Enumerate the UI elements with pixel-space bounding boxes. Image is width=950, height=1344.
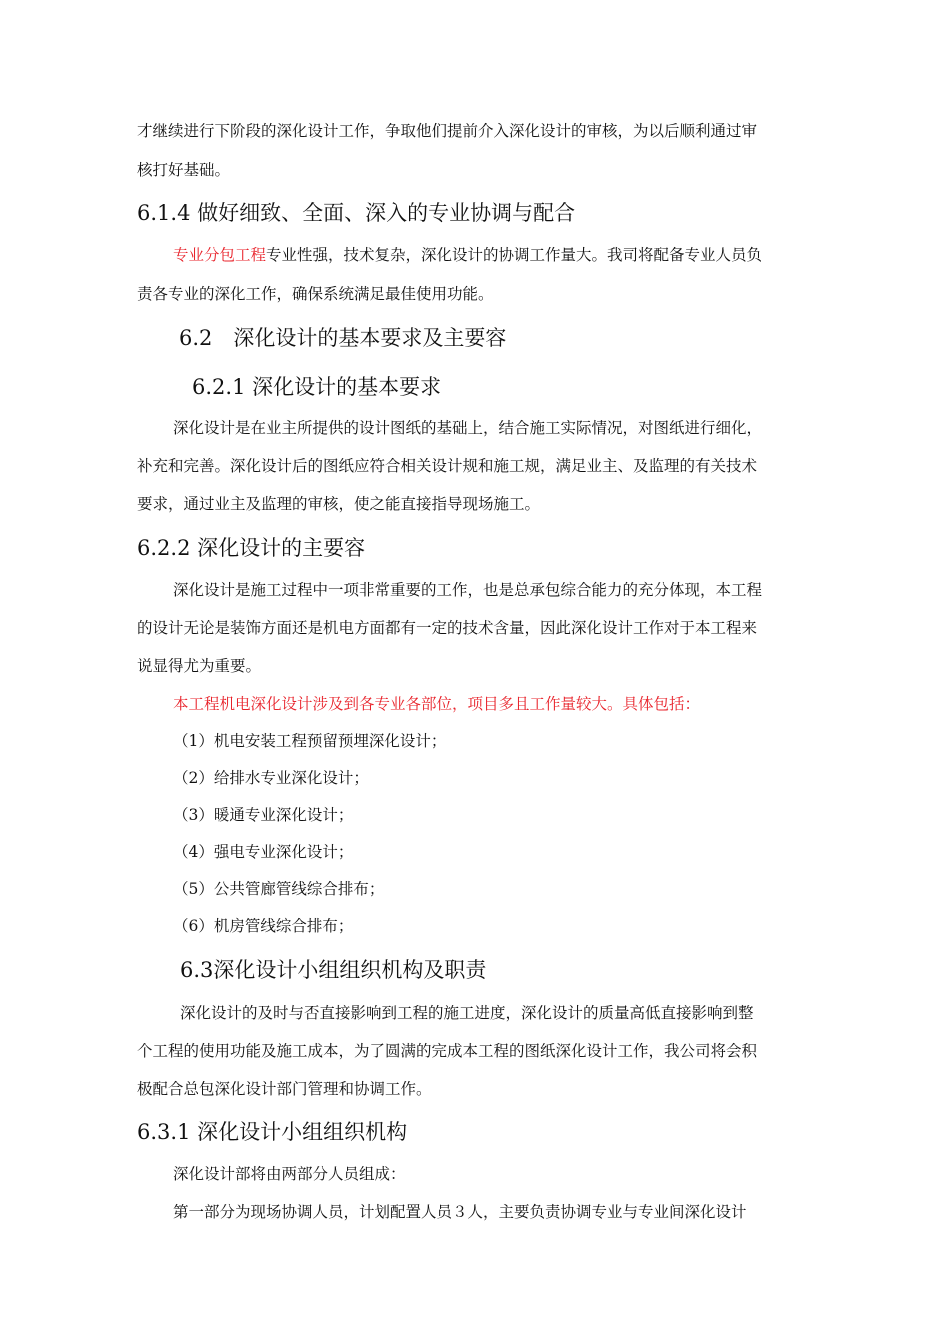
list-item: （6）机房管线综合排布； xyxy=(173,917,354,935)
heading-6-2-1: 6.2.1 深化设计的基本要求 xyxy=(192,375,442,399)
intro-line-2: 核打好基础。 xyxy=(137,161,231,179)
para-6-1-4-line-2: 责各专业的深化工作，确保系统满足最佳使用功能。 xyxy=(137,285,494,303)
para-6-1-4-line-1 xyxy=(173,245,762,265)
list-item: （2）给排水专业深化设计； xyxy=(173,769,369,787)
para-6-3-1-line-2: 第一部分为现场协调人员，计划配置人员３人，主要负责协调专业与专业间深化设计 xyxy=(173,1203,747,1221)
para-6-2-2-line-3: 说显得尤为重要。 xyxy=(137,657,262,675)
para-text: 专业性强，技术复杂，深化设计的协调工作量大。我司将配备专业人员负 xyxy=(266,246,763,264)
heading-6-2: 6.2 深化设计的基本要求及主要容 xyxy=(179,326,507,350)
heading-6-1-4: 6.1.4 做好细致、全面、深入的专业协调与配合 xyxy=(137,201,576,225)
para-6-2-2-line-2: 的设计无论是装饰方面还是机电方面都有一定的技术含量，因此深化设计工作对于本工程来 xyxy=(137,619,758,637)
heading-6-3: 6.3深化设计小组组织机构及职责 xyxy=(180,958,487,982)
para-6-2-1-line-3: 要求，通过业主及监理的审核，使之能直接指导现场施工。 xyxy=(137,495,541,513)
para-6-3-1-line-1: 深化设计部将由两部分人员组成： xyxy=(173,1165,406,1183)
para-6-2-1-line-1: 深化设计是在业主所提供的设计图纸的基础上，结合施工实际情况，对图纸进行细化， xyxy=(173,419,763,437)
intro-line-1: 才继续进行下阶段的深化设计工作，争取他们提前介入深化设计的审核，为以后顺利通过审 xyxy=(137,122,758,140)
para-6-2-1-line-2: 补充和完善。深化设计后的图纸应符合相关设计规和施工规，满足业主、及监理的有关技术 xyxy=(137,457,758,475)
list-item: （4）强电专业深化设计； xyxy=(173,843,354,861)
heading-6-3-1: 6.3.1 深化设计小组组织机构 xyxy=(137,1120,408,1144)
para-6-3-line-3: 极配合总包深化设计部门管理和协调工作。 xyxy=(137,1080,432,1098)
para-6-2-2-line-1: 深化设计是施工过程中一项非常重要的工作，也是总承包综合能力的充分体现，本工程 xyxy=(173,581,763,599)
list-item: （3）暖通专业深化设计； xyxy=(173,806,354,824)
para-6-3-line-1: 深化设计的及时与否直接影响到工程的施工进度，深化设计的质量高低直接影响到整 xyxy=(180,1004,754,1022)
list-item: （5）公共管廊管线综合排布； xyxy=(173,880,385,898)
red-highlight-text: 专业分包工程 xyxy=(173,246,267,264)
para-6-3-line-2: 个工程的使用功能及施工成本，为了圆满的完成本工程的图纸深化设计工作，我公司将会积 xyxy=(137,1042,758,1060)
heading-6-2-2: 6.2.2 深化设计的主要容 xyxy=(137,536,366,560)
list-item: （1）机电安装工程预留预埋深化设计； xyxy=(173,732,447,750)
red-scope-line: 本工程机电深化设计涉及到各专业各部位，项目多且工作量较大。具体包括： xyxy=(173,695,701,713)
